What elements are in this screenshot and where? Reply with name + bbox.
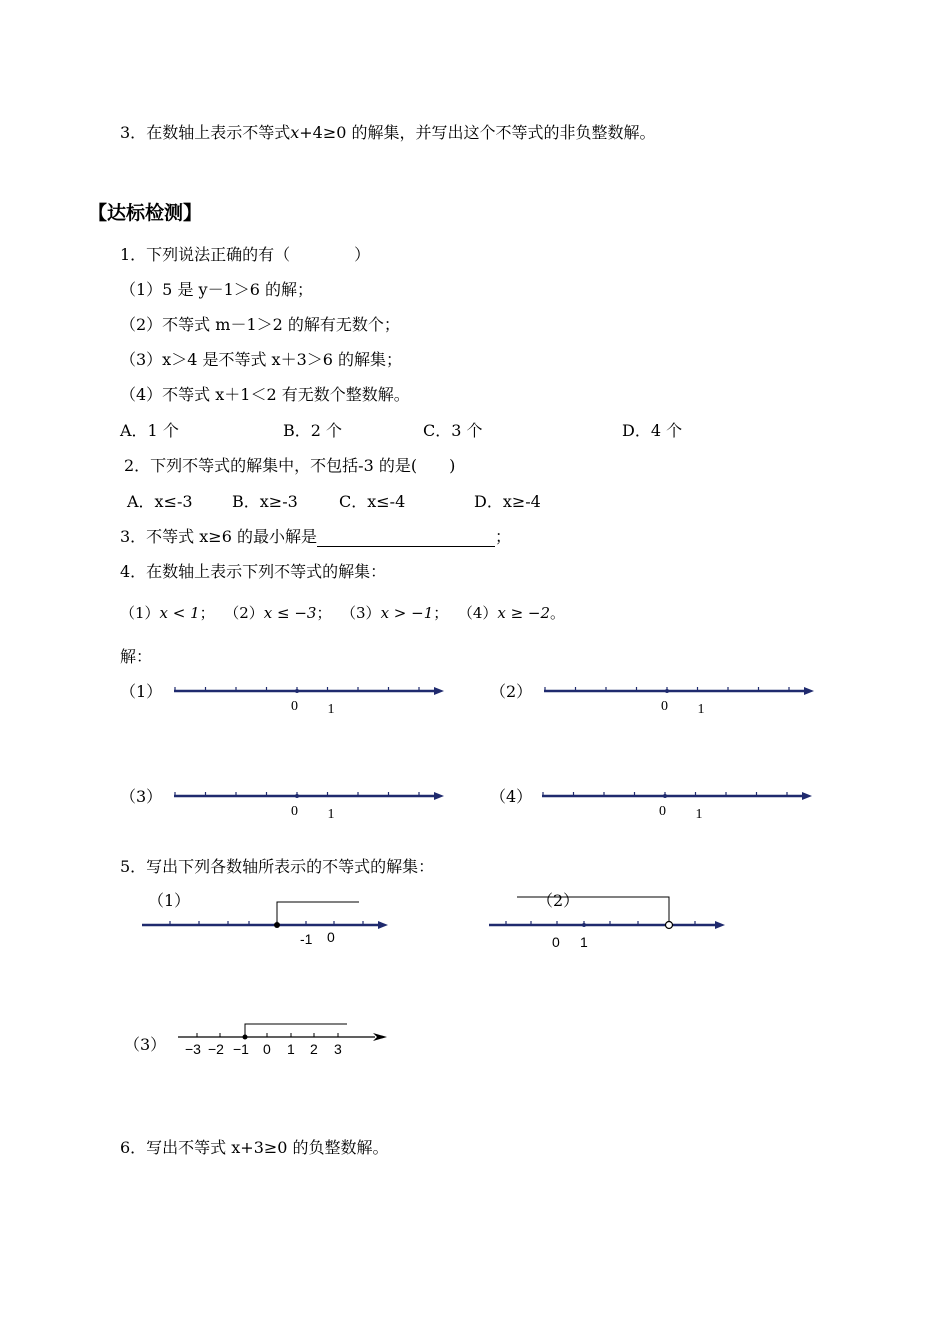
axis-arrow — [434, 792, 444, 800]
origin-dot — [295, 794, 299, 798]
prev-question-text-after: +4≥0 的解集，并写出这个不等式的非负整数解。 — [299, 123, 656, 142]
tick-label-one: 1 — [327, 807, 335, 822]
tick-label-zero: 0 — [659, 804, 666, 819]
axis-arrow — [802, 792, 812, 800]
tick-label: 3 — [334, 1041, 342, 1057]
tick-label: −2 — [208, 1041, 224, 1057]
origin-dot — [295, 689, 299, 693]
q5-fig3-label: （3） — [124, 1035, 167, 1054]
axis-label: （2） — [490, 682, 533, 701]
tick-label: 0 — [263, 1041, 271, 1057]
q4-item-expr: x > −1 — [380, 604, 434, 622]
q1-stem: 1．下列说法正确的有（ ） — [120, 245, 371, 264]
q4-item-expr: x < 1 — [159, 604, 200, 622]
solution-ray — [517, 897, 669, 925]
axis-arrow — [378, 921, 388, 929]
prev-question-number: 3． — [120, 123, 147, 142]
q5-figure-3 — [175, 1020, 395, 1060]
tick-label-zero: 0 — [291, 804, 298, 819]
q5-fig1-label: （1） — [148, 891, 191, 910]
tick-label-one: 1 — [697, 702, 705, 717]
axis-arrow — [373, 1033, 387, 1041]
q2-option-d: D．x≥-4 — [474, 492, 541, 511]
axis-arrow — [715, 921, 725, 929]
tick-dot — [582, 923, 586, 927]
solid-dot — [243, 1035, 248, 1040]
q2-option-b: B．x≥-3 — [232, 492, 298, 511]
q5-figure-2 — [485, 887, 735, 950]
solution-ray — [245, 1024, 347, 1037]
tick-label: −3 — [185, 1041, 201, 1057]
tick-label: 0 — [552, 934, 560, 950]
tick-label: 1 — [287, 1041, 295, 1057]
solid-dot — [274, 922, 280, 928]
q1-statement: （4）不等式 x＋1＜2 有无数个整数解。 — [120, 385, 410, 404]
section-title: 【达标检测】 — [88, 202, 203, 224]
q4-item-label: （1） — [120, 604, 160, 622]
q1-option-b: B．2 个 — [283, 421, 343, 440]
axis-label: （1） — [120, 682, 163, 701]
q1-option-c: C．3 个 — [423, 421, 483, 440]
tick-label-zero: 0 — [661, 699, 668, 714]
q4-item-expr: x ≤ −3 — [263, 604, 317, 622]
q4-item-sep: ； — [316, 604, 332, 622]
prev-question-text-before: 在数轴上表示不等式 — [146, 123, 291, 142]
q4-stem: 4．在数轴上表示下列不等式的解集： — [120, 562, 387, 581]
q5-stem: 5．写出下列各数轴所表示的不等式的解集： — [120, 857, 435, 876]
axis-arrow — [434, 687, 444, 695]
tick-label: 0 — [327, 929, 335, 945]
q2-option-c: C．x≤-4 — [339, 492, 406, 511]
number-line-1[interactable] — [172, 676, 462, 716]
q1-statement: （1）5 是 y－1＞6 的解； — [120, 280, 314, 299]
q1-option-a: A．1 个 — [120, 421, 179, 440]
q4-item-label: （4） — [457, 604, 498, 622]
q3-text: 3．不等式 x≥6 的最小解是 — [120, 527, 317, 546]
origin-dot — [665, 689, 669, 693]
q4-item-sep: ； — [199, 604, 215, 622]
q1-statement: （3）x＞4 是不等式 x＋3＞6 的解集； — [120, 350, 403, 369]
number-line-4[interactable] — [540, 781, 830, 821]
solution-ray — [277, 902, 359, 925]
tick-label-one: 1 — [327, 702, 335, 717]
number-line-2[interactable] — [542, 676, 832, 716]
q4-item-sep: 。 — [550, 604, 566, 622]
q5-figure-1 — [140, 895, 400, 945]
q4-item-label: （2） — [224, 604, 264, 622]
tick-label: 1 — [580, 934, 588, 950]
origin-dot — [663, 794, 667, 798]
number-line-3[interactable] — [172, 781, 462, 821]
q2-option-a: A．x≤-3 — [127, 492, 193, 511]
q5-fig2-label: （2） — [537, 891, 580, 910]
q3-answer-blank[interactable] — [317, 530, 495, 547]
axis-label: （4） — [490, 787, 533, 806]
q4-item-expr: x ≥ −2 — [497, 604, 551, 622]
tick-label: −1 — [233, 1041, 249, 1057]
tick-label: 2 — [310, 1041, 318, 1057]
q2-stem: 2．下列不等式的解集中，不包括-3 的是( ) — [124, 456, 456, 475]
axis-label: （3） — [120, 787, 163, 806]
q4-inequalities — [120, 603, 565, 623]
q4-item-label: （3） — [341, 604, 381, 622]
prev-question — [120, 123, 656, 143]
tick-label-zero: 0 — [291, 699, 298, 714]
tick-label-one: 1 — [695, 807, 703, 822]
q3-punct: ； — [494, 527, 511, 546]
tick-label: -1 — [300, 931, 313, 947]
q1-option-d: D．4 个 — [622, 421, 683, 440]
q6-text: 6．写出不等式 x+3≥0 的负整数解。 — [120, 1138, 389, 1157]
prev-question-variable: x — [290, 123, 300, 142]
q4-item-sep: ； — [433, 604, 449, 622]
q4-answer-label: 解： — [120, 647, 153, 666]
q3 — [120, 527, 511, 547]
axis-arrow — [804, 687, 814, 695]
q1-statement: （2）不等式 m－1＞2 的解有无数个； — [120, 315, 400, 334]
open-circle — [666, 922, 673, 929]
